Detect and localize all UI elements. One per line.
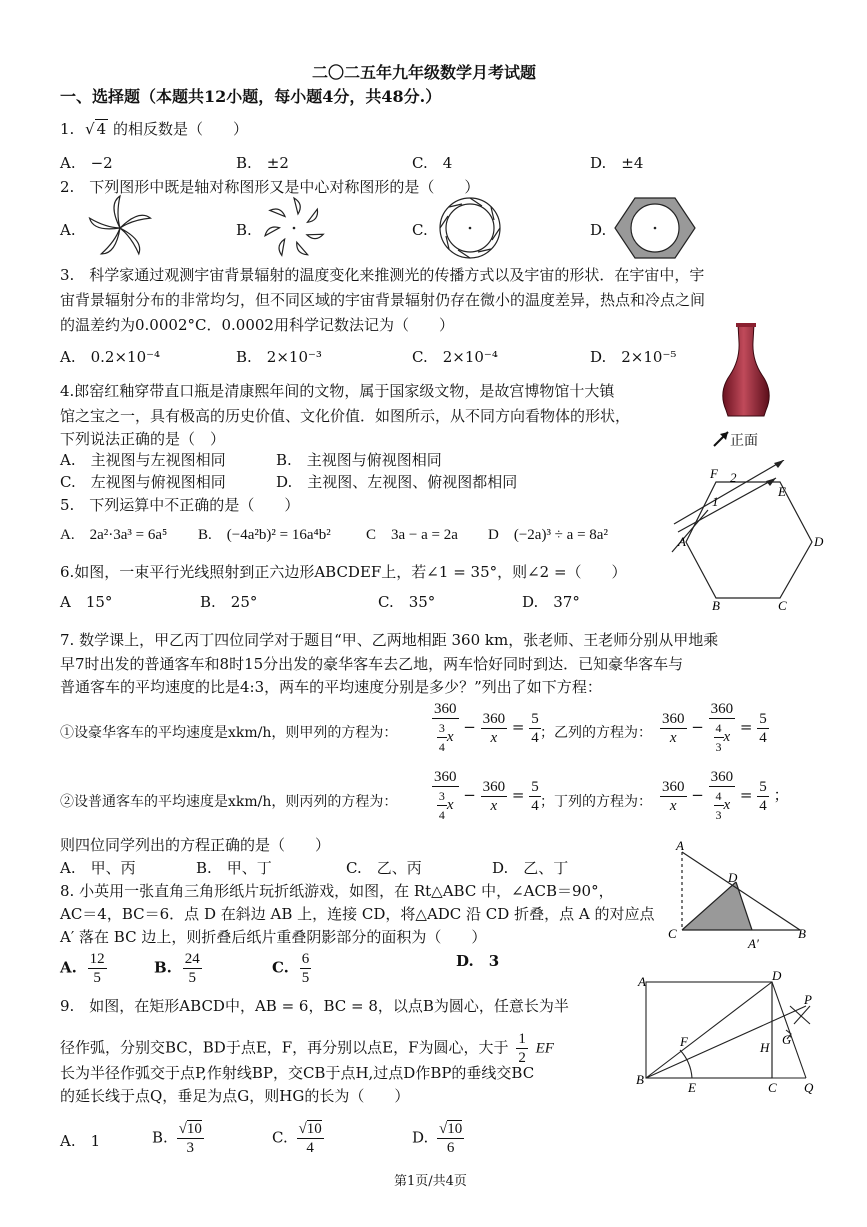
q7-option-d[interactable]: D. 乙、丁 bbox=[492, 859, 569, 877]
q7-option-b[interactable]: B. 甲、丁 bbox=[196, 859, 272, 877]
q4-line1: 4.郎窑红釉穿带直口瓶是清康熙年间的文物，属于国家级文物，是故宫博物馆十大镇 bbox=[60, 382, 615, 400]
rect-label-d: D bbox=[772, 968, 782, 983]
q1-option-a[interactable]: A. −2 bbox=[60, 154, 113, 172]
q2-stem: 2. 下列图形中既是轴对称图形又是中心对称图形的是（ ） bbox=[60, 178, 480, 196]
q7-eq-jia: 360 $\frac{3}{4}$ x − $\frac{360}{x}$ = $\frac{5}{4}$ bbox=[434, 701, 539, 754]
q8-line1: 8. 小英用一张直角三角形纸片玩折纸游戏，如图，在 Rt△ABC 中，∠ACB＝90°， bbox=[60, 882, 614, 900]
q7-eq2-text: ②设普通客车的平均速度是xkm/h，则丙列的方程为： bbox=[60, 794, 398, 810]
q8-option-a[interactable]: A. $\frac{12}{5}$ bbox=[60, 951, 105, 986]
q7-line3: 普通客车的平均速度的比是4:3，两车的平均速度分别是多少？”列出了如下方程： bbox=[60, 678, 602, 696]
q8-line2: AC＝4，BC＝6．点 D 在斜边 AB 上，连接 CD，将△ADC 沿 CD 折叠，点 A 的对应点 bbox=[60, 905, 655, 923]
q8-option-b[interactable]: B. $\frac{24}{5}$ bbox=[154, 951, 200, 986]
q7-option-c[interactable]: C. 乙、丙 bbox=[346, 859, 422, 877]
q9-option-d[interactable]: D. $\frac{√10}{6}$ bbox=[412, 1121, 463, 1156]
q1-option-b[interactable]: B. ±2 bbox=[236, 154, 289, 172]
tri-label-d: D bbox=[728, 870, 738, 885]
rect-label-p: P bbox=[804, 992, 812, 1007]
rect-label-c: C bbox=[768, 1080, 777, 1095]
q3-option-c[interactable]: C. 2×10⁻⁴ bbox=[412, 348, 498, 366]
q3-option-b[interactable]: B. 2×10⁻³ bbox=[236, 348, 322, 366]
q2-option-d[interactable]: D. bbox=[590, 221, 607, 239]
vase-caption: 正面 bbox=[730, 433, 758, 449]
hex-label-b: B bbox=[712, 598, 720, 613]
q2-option-c[interactable]: C. bbox=[412, 221, 428, 239]
q2-figure-d bbox=[610, 192, 700, 264]
q4-line3: 下列说法正确的是（ ） bbox=[60, 430, 226, 448]
q9-line2: 径作弧，分别交BC，BD于点E，F，再分别以点E，F为圆心，大于 $\frac{1}{2}$ EF bbox=[60, 1031, 554, 1066]
q9-rectangle-figure bbox=[634, 966, 834, 1098]
hex-label-d: D bbox=[814, 534, 824, 549]
rect-label-g: G bbox=[782, 1032, 792, 1047]
hex-label-a: A bbox=[678, 534, 686, 549]
q5-stem: 5. 下列运算中不正确的是（ ） bbox=[60, 496, 300, 514]
q9-line4: 的延长线于点Q，垂足为点G，则HG的长为（ ） bbox=[60, 1087, 410, 1105]
q9-option-c[interactable]: C. $\frac{√10}{4}$ bbox=[272, 1121, 322, 1156]
q4-option-d[interactable]: D. 主视图、左视图、俯视图都相同 bbox=[276, 473, 518, 491]
q6-option-b[interactable]: B. 25° bbox=[200, 593, 258, 611]
q8-option-d[interactable]: D. 3 bbox=[456, 952, 500, 970]
rect-label-e: E bbox=[688, 1080, 696, 1095]
hex-label-1: 1 bbox=[712, 494, 719, 509]
hex-label-c: C bbox=[778, 598, 787, 613]
hex-label-2: 2 bbox=[730, 470, 737, 485]
q3-option-a[interactable]: A. 0.2×10⁻⁴ bbox=[60, 348, 161, 366]
q7-option-a[interactable]: A. 甲、丙 bbox=[60, 859, 136, 877]
q1-stem: 1. √ 4 的相反数是（ ） bbox=[60, 120, 248, 138]
rect-label-h: H bbox=[760, 1040, 770, 1055]
q6-option-c[interactable]: C. 35° bbox=[378, 593, 436, 611]
q7-ask: 则四位同学列出的方程正确的是（ ） bbox=[60, 836, 331, 854]
q5-option-d[interactable]: D (−2a)³ ÷ a = 8a² bbox=[488, 527, 608, 543]
tri-label-c: C bbox=[668, 926, 677, 941]
page-title: 二〇二五年九年级数学月考试题 bbox=[312, 63, 537, 82]
q2-option-b[interactable]: B. bbox=[236, 221, 252, 239]
q4-option-b[interactable]: B. 主视图与俯视图相同 bbox=[276, 451, 442, 469]
q9-option-a[interactable]: A. 1 bbox=[60, 1132, 101, 1150]
q6-option-a[interactable]: A 15° bbox=[60, 593, 113, 611]
q1-option-c[interactable]: C. 4 bbox=[412, 154, 453, 172]
page-footer: 第1页/共4页 bbox=[394, 1174, 467, 1189]
q2-figure-a bbox=[80, 192, 160, 264]
q7-eq-bing: 360 $\frac{3}{4}$ x − $\frac{360}{x}$ = $\frac{5}{4}$ bbox=[434, 769, 539, 822]
q4-option-a[interactable]: A. 主视图与左视图相同 bbox=[60, 451, 226, 469]
q4-line2: 馆之宝之一，具有极高的历史价值、文化价值．如图所示，从不同方向看物体的形状， bbox=[60, 407, 631, 425]
q8-line3: A′ 落在 BC 边上，则折叠后纸片重叠阴影部分的面积为（ ） bbox=[60, 928, 487, 946]
q9-line3: 长为半径作弧交于点P,作射线BP，交CB于点H,过点D作BP的垂线交BC bbox=[60, 1064, 535, 1082]
q3-line2: 宙背景辐射分布的非常均匀，但不同区域的宇宙背景辐射仍存在微小的温度差异，热点和冷点之间 bbox=[60, 291, 706, 309]
q7-eq1-text: ①设豪华客车的平均速度是xkm/h，则甲列的方程为： bbox=[60, 725, 398, 741]
section-heading: 一、选择题（本题共12小题，每小题4分，共48分.） bbox=[60, 87, 442, 106]
q7-yi-label: ；乙列的方程为： bbox=[540, 725, 652, 741]
q7-line1: 7. 数学课上，甲乙丙丁四位同学对于题目“甲、乙两地相距 360 km，张老师、王老师分别从甲地乘 bbox=[60, 631, 719, 649]
q7-line2: 早7时出发的普通客车和8时15分出发的豪华客车去乙地，两车恰好同时到达．已知豪华客车与 bbox=[60, 655, 684, 673]
rect-label-q: Q bbox=[804, 1080, 814, 1095]
q9-line1: 9. 如图，在矩形ABCD中，AB = 6，BC = 8，以点B为圆心，任意长为半 bbox=[60, 997, 569, 1015]
q4-option-c[interactable]: C. 左视图与俯视图相同 bbox=[60, 473, 226, 491]
q2-figure-b bbox=[254, 192, 334, 264]
hex-label-f: F bbox=[710, 466, 718, 481]
q1-option-d[interactable]: D. ±4 bbox=[590, 154, 644, 172]
q7-ding-label: ；丁列的方程为： bbox=[540, 794, 652, 810]
rect-label-b: B bbox=[636, 1072, 644, 1087]
q3-line3: 的温差约为0.0002°C．0.0002用科学记数法记为（ ） bbox=[60, 316, 454, 334]
q5-option-c[interactable]: C 3a − a = 2a bbox=[366, 527, 458, 543]
q5-option-b[interactable]: B. (−4a²b)² = 16a⁴b² bbox=[198, 527, 331, 543]
sqrt-symbol: √ 4 bbox=[85, 120, 107, 138]
q6-stem: 6.如图，一束平行光线照射到正六边形ABCDEF上，若∠1 = 35°，则∠2 =（ ） bbox=[60, 563, 627, 581]
q2-figure-c bbox=[430, 192, 510, 264]
q6-option-d[interactable]: D. 37° bbox=[522, 593, 580, 611]
q8-option-c[interactable]: C. $\frac{6}{5}$ bbox=[272, 951, 310, 986]
tri-label-a: A bbox=[676, 838, 684, 853]
q3-line1: 3. 科学家通过观测宇宙背景辐射的温度变化来推测光的传播方式以及宇宙的形状．在宇宙中，宇 bbox=[60, 266, 705, 284]
q7-eq-yi: $\frac{360}{x}$ − 360 $\frac{4}{3}$ x = $\frac{5}{4}$ bbox=[662, 701, 767, 754]
q9-option-b[interactable]: B. $\frac{√10}{3}$ bbox=[152, 1121, 202, 1156]
tri-label-b: B bbox=[798, 926, 806, 941]
hex-label-e: E bbox=[778, 484, 786, 499]
rect-label-a: A bbox=[638, 974, 646, 989]
tri-label-a-prime: A′ bbox=[748, 936, 759, 951]
q2-option-a[interactable]: A. bbox=[60, 221, 76, 239]
q3-option-d[interactable]: D. 2×10⁻⁵ bbox=[590, 348, 677, 366]
q8-triangle-figure bbox=[664, 838, 824, 958]
q7-eq-ding: $\frac{360}{x}$ − 360 $\frac{4}{3}$ x = $\frac{5}{4}$ ； bbox=[662, 769, 789, 822]
q6-hexagon-figure bbox=[664, 460, 834, 615]
rect-label-f: F bbox=[680, 1034, 688, 1049]
q5-option-a[interactable]: A. 2a²·3a³ = 6a⁵ bbox=[60, 527, 168, 543]
